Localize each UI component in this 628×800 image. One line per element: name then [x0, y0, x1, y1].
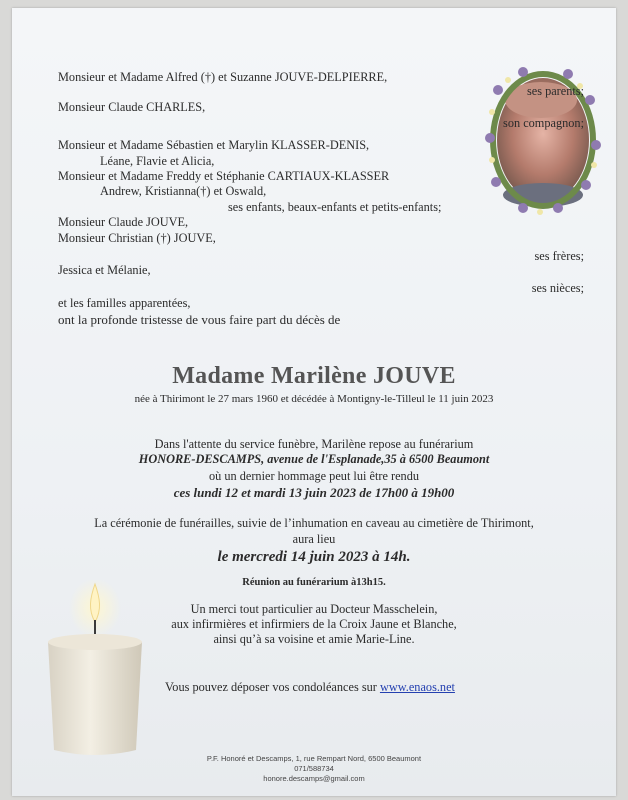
ceremony-meeting: Réunion au funérarium à13h15. — [242, 577, 386, 588]
family-line-companion-name: Monsieur Claude CHARLES, — [58, 100, 206, 114]
candle-image — [40, 580, 150, 760]
family-line-nieces-role: ses nièces; — [531, 281, 584, 295]
family-line-parents-role: ses parents; — [526, 84, 584, 98]
family-line-announcement: ont la profonde tristesse de vous faire part du décès de — [58, 312, 341, 327]
viewing-dates: ces lundi 12 et mardi 13 juin 2023 de 17h00 à 19h00 — [173, 485, 455, 500]
family-line-brother-1: Monsieur Claude JOUVE, — [58, 215, 189, 229]
family-line-children-1: Monsieur et Madame Sébastien et Marylin KLASSER-DENIS, — [58, 138, 370, 152]
ceremony-line-2: aura lieu — [292, 532, 336, 546]
condolences-line — [165, 680, 455, 695]
family-line-brother-2: Monsieur Christian (†) JOUVE, — [58, 231, 216, 245]
family-line-nieces-names: Jessica et Mélanie, — [58, 263, 151, 277]
viewing-funerarium: HONORE-DESCAMPS, avenue de l'Esplanade,35 à 6500 Beaumont — [138, 452, 490, 466]
family-line-grandchildren-1: Léane, Flavie et Alicia, — [100, 154, 215, 168]
deceased-dates: née à Thirimont le 27 mars 1960 et décédée à Montigny-le-Tilleul le 11 juin 2023 — [134, 393, 494, 405]
family-line-grandchildren-2: Andrew, Kristianna(†) et Oswald, — [100, 184, 267, 198]
condolences-link[interactable]: www.enaos.net — [379, 680, 455, 694]
footer-address: P.F. Honoré et Descamps, 1, rue Rempart Nord, 6500 Beaumont — [206, 754, 422, 763]
family-line-brothers-role: ses frères; — [534, 249, 584, 263]
thanks-line-3: ainsi qu’à sa voisine et amie Marie-Line. — [213, 632, 415, 646]
family-line-companion-role: son compagnon; — [503, 116, 584, 130]
footer-phone: 071/588734 — [294, 764, 334, 773]
thanks-line-2: aux infirmières et infirmiers de la Croix Jaune et Blanche, — [171, 617, 457, 631]
thanks-line-1: Un merci tout particulier au Docteur Masschelein, — [190, 602, 438, 616]
family-line-children-role: ses enfants, beaux-enfants et petits-enfants; — [228, 200, 442, 214]
ceremony-line-1: La cérémonie de funérailles, suivie de l’inhumation en caveau au cimetière de Thirimont, — [94, 516, 534, 530]
family-line-parents-names: Monsieur et Madame Alfred (†) et Suzanne JOUVE-DELPIERRE, — [58, 70, 388, 84]
family-line-relatives: et les familles apparentées, — [58, 296, 191, 310]
viewing-line-3: où un dernier hommage peut lui être rendu — [208, 469, 419, 483]
deceased-name: Madame Marilène JOUVE — [172, 363, 456, 389]
footer-email: honore.descamps@gmail.com — [263, 774, 365, 783]
condolences-text: Vous pouvez déposer vos condoléances sur — [165, 680, 377, 694]
viewing-line-1: Dans l'attente du service funèbre, Marilène repose au funérarium — [154, 437, 474, 451]
family-line-children-2: Monsieur et Madame Freddy et Stéphanie CARTIAUX-KLASSER — [58, 169, 390, 183]
ceremony-date: le mercredi 14 juin 2023 à 14h. — [217, 549, 411, 565]
